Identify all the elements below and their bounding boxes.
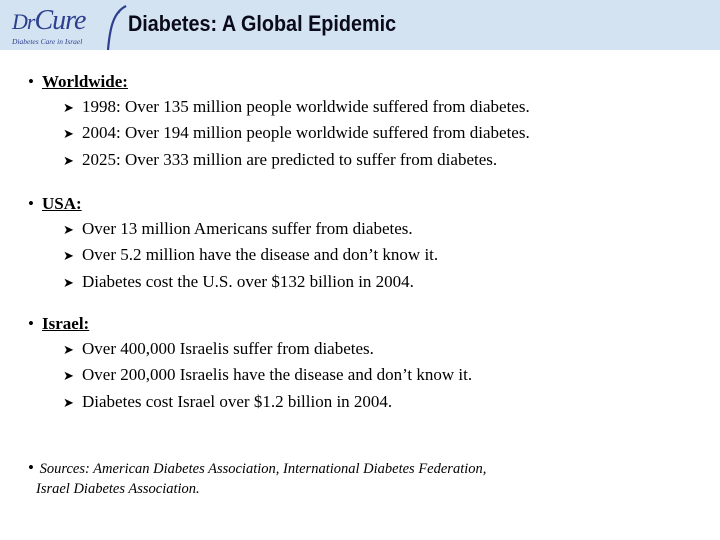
- drcure-logo: [8, 4, 126, 48]
- arrow-bullet-icon: ➤: [63, 100, 74, 116]
- arrow-bullet-icon: ➤: [63, 342, 74, 358]
- list-item: ➤ 2025: Over 333 million are predicted to suffer from diabetes.: [28, 148, 530, 175]
- logo-swoosh-icon: [100, 4, 130, 52]
- arrow-bullet-icon: ➤: [63, 222, 74, 238]
- sources-line-2: Israel Diabetes Association.: [36, 481, 200, 497]
- page-title: Diabetes: A Global Epidemic: [128, 11, 397, 36]
- arrow-bullet-icon: ➤: [63, 369, 74, 384]
- slide-header: [0, 0, 720, 50]
- section-heading: • Worldwide:: [28, 72, 128, 91]
- arrow-bullet-icon: ➤: [63, 249, 74, 264]
- list-item: ➤ Over 200,000 Israelis have the disease and don’t know it.: [28, 363, 472, 390]
- list-item: ➤ Diabetes cost Israel over $1.2 billion in 2004.: [28, 390, 472, 417]
- list-item: ➤ Over 13 million Americans suffer from diabetes.: [28, 217, 438, 244]
- logo-tagline: Diabetes Care in Israel: [12, 37, 83, 46]
- arrow-bullet-icon: ➤: [63, 275, 74, 291]
- list-item: ➤ 1998: Over 135 million people worldwide suffered from diabetes.: [28, 95, 530, 122]
- arrow-bullet-icon: ➤: [63, 153, 74, 169]
- section-heading: • Israel:: [28, 314, 90, 333]
- list-item: ➤ Over 5.2 million have the disease and don’t know it.: [28, 243, 438, 270]
- sources-line-1: • Sources: American Diabetes Association, International Diabetes Federation,: [28, 458, 487, 477]
- list-item: ➤ Diabetes cost the U.S. over $132 billion in 2004.: [28, 270, 438, 297]
- list-item: ➤ 2004: Over 194 million people worldwide suffered from diabetes.: [28, 121, 530, 148]
- logo-wordmark: DrCure: [12, 5, 86, 36]
- list-item: ➤ Over 400,000 Israelis suffer from diabetes.: [28, 337, 472, 364]
- arrow-bullet-icon: ➤: [63, 395, 74, 411]
- section-usa: [28, 192, 438, 296]
- sources-note: [28, 458, 486, 499]
- section-israel: [28, 312, 472, 416]
- section-worldwide: [28, 70, 530, 174]
- section-heading: • USA:: [28, 194, 82, 213]
- arrow-bullet-icon: ➤: [63, 127, 74, 142]
